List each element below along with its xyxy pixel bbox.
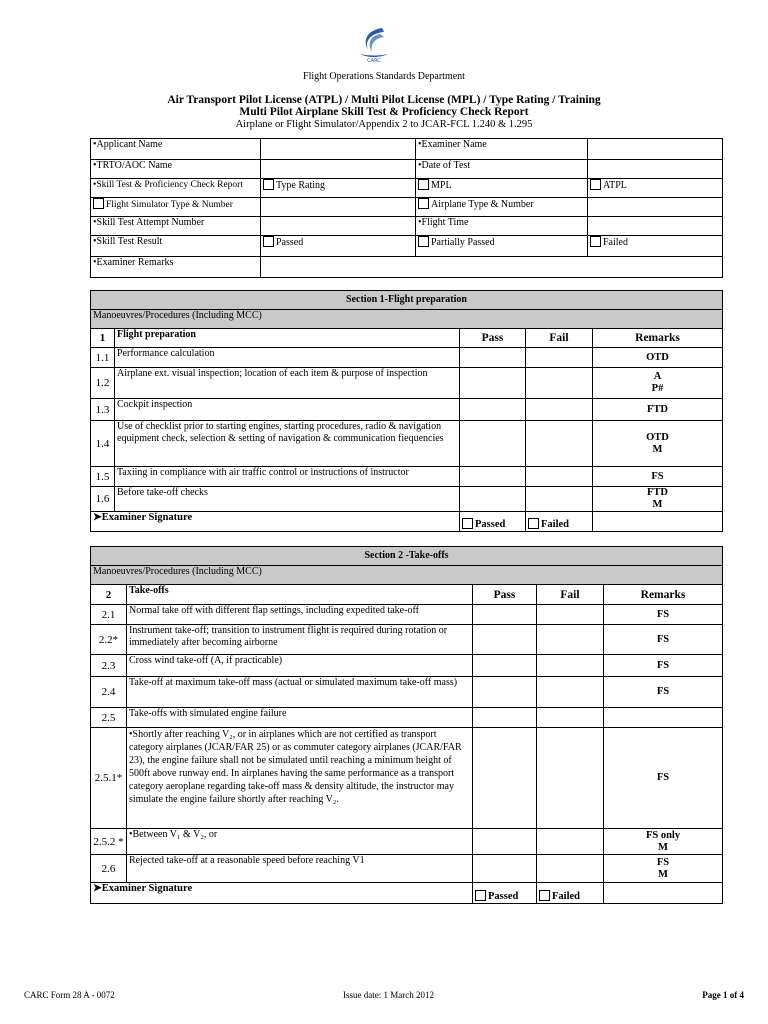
date-of-test-field[interactable] bbox=[588, 160, 723, 179]
fail-cell[interactable] bbox=[537, 728, 604, 829]
row-number: 2.5.1* bbox=[91, 728, 127, 829]
row-description: Cockpit inspection bbox=[115, 399, 460, 421]
fail-cell[interactable] bbox=[537, 708, 604, 728]
section1-fail-header: Fail bbox=[526, 329, 593, 348]
remarks-cell bbox=[604, 625, 723, 655]
section1-table bbox=[90, 290, 723, 532]
remark-code-2: P# bbox=[651, 383, 664, 394]
remarks-cell bbox=[593, 467, 723, 487]
info-table bbox=[90, 138, 723, 278]
row-number: 1.1 bbox=[91, 348, 115, 368]
section1-passed-label: Passed bbox=[475, 519, 506, 530]
pass-cell[interactable] bbox=[460, 348, 526, 368]
table-row bbox=[91, 855, 723, 883]
section1-number: 1 bbox=[91, 329, 115, 348]
section2-failed-label: Failed bbox=[552, 891, 580, 902]
fail-cell[interactable] bbox=[526, 421, 593, 467]
row-number: 1.2 bbox=[91, 368, 115, 399]
remark-code: OTD bbox=[646, 431, 669, 443]
section2-signature-field[interactable] bbox=[604, 883, 723, 904]
table-row bbox=[91, 421, 723, 467]
remark-code: FS bbox=[651, 470, 664, 482]
fail-cell[interactable] bbox=[526, 467, 593, 487]
atpl-option[interactable] bbox=[588, 179, 723, 198]
row-description: Take-off at maximum take-off mass (actual or simulated maximum take-off mass) bbox=[127, 677, 473, 708]
section2-passed-option[interactable] bbox=[473, 883, 537, 904]
failed-option[interactable] bbox=[588, 236, 723, 257]
table-row bbox=[91, 708, 723, 728]
row-number: 2.3 bbox=[91, 655, 127, 677]
row-number: 1.6 bbox=[91, 487, 115, 512]
remark-code: FS bbox=[656, 608, 670, 620]
remark-code: FTD bbox=[647, 487, 668, 498]
section2-failed-option[interactable] bbox=[537, 883, 604, 904]
section1-failed-checkbox[interactable] bbox=[528, 518, 539, 529]
remarks-cell bbox=[604, 677, 723, 708]
passed-checkbox[interactable] bbox=[263, 236, 274, 247]
row-number: 2.6 bbox=[91, 855, 127, 883]
remark-code-2: M bbox=[652, 499, 663, 510]
footer-page-number: Page 1 of 4 bbox=[702, 990, 744, 1000]
pass-cell[interactable] bbox=[473, 625, 537, 655]
row-description: Normal take off with different flap settings, including expedited take-off bbox=[127, 605, 473, 625]
row-description: Airplane ext. visual inspection; location of each item & purpose of inspection bbox=[115, 368, 460, 399]
fail-cell[interactable] bbox=[526, 368, 593, 399]
row-number: 1.4 bbox=[91, 421, 115, 467]
table-row bbox=[91, 728, 723, 829]
skill-test-report-label: •Skill Test & Proficiency Check Report bbox=[91, 179, 261, 198]
remark-code: FS bbox=[656, 633, 670, 645]
flight-simulator-option[interactable] bbox=[91, 198, 261, 217]
report-title-line2: Multi Pilot Airplane Skill Test & Proficiency Check Report bbox=[239, 106, 529, 118]
section2-table bbox=[90, 546, 723, 904]
row-number: 2.5.2 * bbox=[91, 829, 127, 855]
remark-code: FS bbox=[656, 659, 670, 671]
section1-heading: Flight preparation bbox=[115, 329, 460, 348]
section1-signature-field[interactable] bbox=[593, 512, 723, 532]
type-rating-checkbox[interactable] bbox=[263, 179, 274, 190]
section2-heading: Take-offs bbox=[127, 585, 473, 605]
section1-subtitle: Manoeuvres/Procedures (Including MCC) bbox=[91, 310, 723, 329]
section1-pass-header: Pass bbox=[460, 329, 526, 348]
table-row bbox=[91, 829, 723, 855]
footer-issue-date: Issue date: 1 March 2012 bbox=[343, 990, 434, 1000]
section2-failed-checkbox[interactable] bbox=[539, 890, 550, 901]
remark-code-2: M bbox=[658, 868, 668, 880]
attempt-number-label: •Skill Test Attempt Number bbox=[91, 217, 261, 236]
failed-label: Failed bbox=[603, 237, 628, 248]
partially-passed-option[interactable] bbox=[416, 236, 588, 257]
pass-cell[interactable] bbox=[460, 368, 526, 399]
row-number: 2.5 bbox=[91, 708, 127, 728]
examiner-remarks-field[interactable] bbox=[261, 257, 723, 278]
section1-passed-checkbox[interactable] bbox=[462, 518, 473, 529]
mpl-label: MPL bbox=[431, 180, 452, 191]
passed-label: Passed bbox=[276, 237, 304, 248]
fail-cell[interactable] bbox=[537, 677, 604, 708]
remarks-cell bbox=[593, 368, 723, 399]
table-row bbox=[91, 399, 723, 421]
examiner-remarks-label: •Examiner Remarks bbox=[91, 257, 261, 278]
table-row bbox=[91, 677, 723, 708]
row-description: Before take-off checks bbox=[115, 487, 460, 512]
atpl-checkbox[interactable] bbox=[590, 179, 601, 190]
remarks-cell bbox=[604, 655, 723, 677]
row-description: Use of checklist prior to starting engines, starting procedures, radio & navigation equipment check, selection & setting of navigation & communication fiequencies bbox=[115, 421, 460, 467]
attempt-number-field[interactable] bbox=[261, 217, 416, 236]
trto-name-field[interactable] bbox=[261, 160, 416, 179]
table-row bbox=[91, 625, 723, 655]
row-description: Cross wind take-off (A, if practicable) bbox=[127, 655, 473, 677]
examiner-name-field[interactable] bbox=[588, 139, 723, 160]
section2-passed-checkbox[interactable] bbox=[475, 890, 486, 901]
section1-examiner-signature: ➤Examiner Signature bbox=[91, 512, 460, 532]
row-number: 1.5 bbox=[91, 467, 115, 487]
fail-cell[interactable] bbox=[537, 655, 604, 677]
section2-title: Section 2 -Take-offs bbox=[91, 547, 723, 566]
table-row bbox=[91, 655, 723, 677]
pass-cell[interactable] bbox=[473, 855, 537, 883]
row-description: Take-offs with simulated engine failure bbox=[127, 708, 473, 728]
remark-code: FS only bbox=[645, 829, 681, 841]
fail-cell[interactable] bbox=[526, 399, 593, 421]
flight-time-label: •Flight Time bbox=[416, 217, 588, 236]
applicant-name-label: •Applicant Name bbox=[91, 139, 261, 160]
airplane-type-label: Airplane Type & Number bbox=[431, 199, 534, 210]
partially-passed-checkbox[interactable] bbox=[418, 236, 429, 247]
fail-cell[interactable] bbox=[537, 605, 604, 625]
examiner-name-label: •Examiner Name bbox=[416, 139, 588, 160]
logo-text: CARC bbox=[367, 58, 381, 64]
row-description: Rejected take-off at a reasonable speed before reaching V1 bbox=[127, 855, 473, 883]
pass-cell[interactable] bbox=[473, 728, 537, 829]
remarks-cell bbox=[593, 421, 723, 467]
type-rating-option[interactable] bbox=[261, 179, 416, 198]
table-row bbox=[91, 368, 723, 399]
pass-cell[interactable] bbox=[460, 421, 526, 467]
remark-code: FS bbox=[656, 772, 670, 783]
flight-simulator-label: Flight Simulator Type & Number bbox=[106, 200, 233, 210]
pass-cell[interactable] bbox=[473, 829, 537, 855]
remark-code: FS bbox=[656, 856, 670, 868]
table-row bbox=[91, 467, 723, 487]
pass-cell[interactable] bbox=[473, 655, 537, 677]
flight-time-field[interactable] bbox=[588, 217, 723, 236]
row-number: 1.3 bbox=[91, 399, 115, 421]
remarks-cell bbox=[604, 855, 723, 883]
section2-examiner-signature: ➤Examiner Signature bbox=[91, 883, 473, 904]
airplane-type-field[interactable] bbox=[588, 198, 723, 217]
section2-subtitle: Manoeuvres/Procedures (Including MCC) bbox=[91, 566, 723, 585]
section2-passed-label: Passed bbox=[488, 891, 519, 902]
partially-passed-label: Partially Passed bbox=[431, 237, 495, 248]
row-number: 2.1 bbox=[91, 605, 127, 625]
row-description: •Shortly after reaching V₂, or in airplanes which are not certified as transport category airplanes (JCAR/FAR 25) or as commuter category airplanes (JCAR/FAR 23), the engine failure shall not be simulated until reaching a minimum height of 500ft above runway end. In airplanes having the same performance as a transport category aeroplane regarding take-off mass & density altitude, the instructor may simulate the engine failure shortly after reaching V₂. bbox=[127, 728, 473, 829]
remark-code: FS bbox=[656, 686, 670, 697]
airplane-type-option[interactable] bbox=[416, 198, 588, 217]
fail-cell[interactable] bbox=[537, 625, 604, 655]
remarks-cell bbox=[604, 829, 723, 855]
remarks-cell bbox=[604, 728, 723, 829]
flight-simulator-field[interactable] bbox=[261, 198, 416, 217]
table-row bbox=[91, 605, 723, 625]
mpl-option[interactable] bbox=[416, 179, 588, 198]
airplane-type-checkbox[interactable] bbox=[418, 198, 429, 209]
section2-pass-header: Pass bbox=[473, 585, 537, 605]
section2-remarks-header: Remarks bbox=[604, 585, 723, 605]
type-rating-label: Type Rating bbox=[276, 180, 326, 191]
carc-logo bbox=[354, 24, 394, 66]
section1-failed-label: Failed bbox=[541, 519, 569, 530]
row-description: Instrument take-off; transition to instrument flight is required during rotation or immediately after becoming airborne bbox=[127, 625, 473, 655]
remarks-cell bbox=[593, 399, 723, 421]
table-row bbox=[91, 348, 723, 368]
pass-cell[interactable] bbox=[473, 708, 537, 728]
pass-cell[interactable] bbox=[460, 467, 526, 487]
pass-cell[interactable] bbox=[473, 605, 537, 625]
report-subtitle: Airplane or Flight Simulator/Appendix 2 to JCAR-FCL 1.240 & 1.295 bbox=[235, 119, 533, 130]
fail-cell[interactable] bbox=[537, 855, 604, 883]
remark-code: OTD bbox=[646, 351, 669, 363]
pass-cell[interactable] bbox=[460, 487, 526, 512]
remark-code-2: M bbox=[658, 841, 668, 853]
row-description: Performance calculation bbox=[115, 348, 460, 368]
remark-code-2: M bbox=[652, 443, 663, 455]
remark-code: A bbox=[653, 371, 662, 382]
remarks-cell bbox=[593, 348, 723, 368]
fail-cell[interactable] bbox=[526, 487, 593, 512]
row-description: •Between V₁ & V₂, or bbox=[127, 829, 473, 855]
section1-remarks-header: Remarks bbox=[593, 329, 723, 348]
section2-number: 2 bbox=[91, 585, 127, 605]
passed-option[interactable] bbox=[261, 236, 416, 257]
fail-cell[interactable] bbox=[526, 348, 593, 368]
section1-title: Section 1-Flight preparation bbox=[91, 291, 723, 310]
applicant-name-field[interactable] bbox=[261, 139, 416, 160]
mpl-checkbox[interactable] bbox=[418, 179, 429, 190]
section1-passed-option[interactable] bbox=[460, 512, 526, 532]
trto-name-label: •TRTO/AOC Name bbox=[91, 160, 261, 179]
date-of-test-label: •Date of Test bbox=[416, 160, 588, 179]
report-title-line1: Air Transport Pilot License (ATPL) / Multi Pilot License (MPL) / Type Rating / Training bbox=[167, 94, 601, 106]
section1-failed-option[interactable] bbox=[526, 512, 593, 532]
test-result-label: •Skill Test Result bbox=[91, 236, 261, 257]
failed-checkbox[interactable] bbox=[590, 236, 601, 247]
pass-cell[interactable] bbox=[473, 677, 537, 708]
remark-code: FTD bbox=[647, 403, 668, 415]
footer-form-number: CARC Form 28 A - 0072 bbox=[24, 990, 115, 1000]
pass-cell[interactable] bbox=[460, 399, 526, 421]
flight-simulator-checkbox[interactable] bbox=[93, 198, 104, 209]
row-number: 2.2* bbox=[91, 625, 127, 655]
row-description: Taxiing in compliance with air traffic control or instructions of instructor bbox=[115, 467, 460, 487]
department-name: Flight Operations Standards Department bbox=[303, 71, 465, 82]
atpl-label: ATPL bbox=[603, 180, 627, 191]
section2-fail-header: Fail bbox=[537, 585, 604, 605]
row-number: 2.4 bbox=[91, 677, 127, 708]
table-row bbox=[91, 487, 723, 512]
remarks-cell bbox=[604, 708, 723, 728]
remarks-cell bbox=[604, 605, 723, 625]
remarks-cell bbox=[593, 487, 723, 512]
fail-cell[interactable] bbox=[537, 829, 604, 855]
